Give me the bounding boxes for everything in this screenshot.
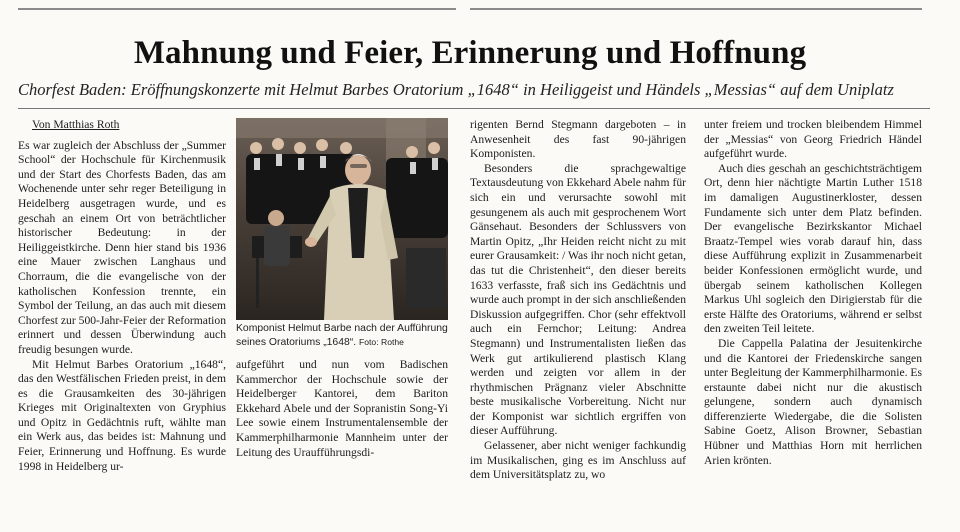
paragraph: Es war zugleich der Abschluss der „Summer School“ der Hochschule für Kirchenmusik und der Start des Chorfests Baden, das am Wochenende unter sehr reger Beteiligung in Heidelberg ausgetragen wurde, und es geschah an einem Ort von beträchtlicher historischer Bedeutung: in der Heiliggeistkirche. Denn hier stand bis 1936 eine Mauer zwischen Langhaus und Chorraum, die die evangelische von der katholischen Konfession trennte, ein Symbol der Teilung, an das auch mit diesem Chorfest zur 500-Jahr-Feier der Reformation erinnert und dessen Überwindung auch freudig besungen wurde. [18, 138, 226, 356]
paragraph: aufgeführt und nun vom Badischen Kammerchor der Hochschule sowie der Heidelberger Kantorei, dem Bariton Ekkehard Abele und der Sopranistin Song-Yi Lee sowie einem Instrumentalensemble der Kammerphilharmonie Mannheim unter der Leitung des Uraufführungsdi- [236, 358, 448, 459]
top-rule-left [18, 8, 456, 10]
paragraph: rigenten Bernd Stegmann dargeboten – in Anwesenheit des fast 90-jährigen Komponisten. [470, 118, 686, 161]
photo-credit: Foto: Rothe [359, 336, 404, 347]
paragraph: Die Cappella Palatina der Jesuitenkirche und die Kantorei der Friedenskirche sangen unter Begleitung der Kammerphilharmonie. Es erstaunte dabei nicht nur die akustisch gelungene, sondern auch dynamisch differenzierte Wiedergabe, die die Solisten Sabine Goetz, Alison Browner, Sebastian Hübner und Matthias Horn mit herrlichen Arien krönten. [704, 336, 922, 467]
article-photo [236, 118, 448, 320]
paragraph: Besonders die sprachgewaltige Textausdeutung von Ekkehard Abele nahm für sich ein und verursachte sowohl mit gesungenem als auch mit gesprochenem Wort Gänsehaut. Besonders der Schlussvers von Martin Opitz, „Ihr Heiden reicht nicht zu mit eurer Grausamkeit: / Was ihr noch nicht getan, das tut die Christenheit“, den dieser bereits 1633 verfasste, fraß sich ins Gedächtnis und wurde auch prompt in der sich anschließenden Diskussion aufgegriffen. Chor (sehr effektvoll auch ein Fernchor; Leitung: Andrea Stegmann) und Instrumentalisten ließen das Werk gut artikulierend plastisch Klang werden und zeigten vor allem in der rhythmischen Prägnanz vieler Abschnitte beste musikalische Vorbereitung. Nicht nur der Komponist war sichtlich ergriffen von dieser Aufführung. [470, 161, 686, 438]
article-column-2 [236, 358, 448, 460]
article-column-1 [18, 118, 226, 474]
subheadline: Chorfest Baden: Eröffnungskonzerte mit Helmut Barbes Oratorium „1648“ in Heiliggeist und Händels „Messias“ auf dem Uniplatz [18, 80, 894, 99]
subheadline-rule [18, 108, 930, 109]
photo-composer-with-choir [236, 118, 448, 320]
headline: Mahnung und Feier, Erinnerung und Hoffnung [133, 35, 807, 71]
article-column-3 [470, 118, 686, 483]
photo-caption [236, 322, 450, 349]
caption-text: Komponist Helmut Barbe nach der Aufführung seines Oratoriums „1648“. [236, 323, 448, 348]
paragraph: Gelassener, aber nicht weniger fachkundig im Musikalischen, ging es im Anschluss auf dem Universitätsplatz zu, wo [470, 439, 686, 482]
top-rule-right [470, 8, 922, 10]
paragraph: Mit Helmut Barbes Oratorium „1648“, das den Westfälischen Frieden preist, in dem es die Grausamkeiten des 30-jährigen Krieges mit Originaltexten von Gryphius und Opitz in Gedächtnis ruft, wählte man ein Werk aus, das beides ist: Mahnung und Feier, Erinnerung und Hoffnung. Es wurde 1998 in Heidelberg ur- [18, 357, 226, 473]
byline: Von Matthias Roth [32, 118, 120, 131]
article-column-4 [704, 118, 922, 468]
paragraph: Auch dies geschah an geschichtsträchtigem Ort, denn hier nächtigte Martin Luther 1518 im damaligen Augustinerkloster, dessen Fundamente sich unter dem Platz befinden. Der evangelische Bezirkskantor Michael Braatz-Tempel wies vorab darauf hin, dass diese Aufführung explizit in Zusammenarbeit beider Konfessionen ermöglicht wurde, und übergab seinem katholischen Kollegen Markus Uhl sogleich den Dirigierstab für die erste Hälfte des Oratoriums, während er selbst den zweiten Teil leitete. [704, 161, 922, 336]
paragraph: unter freiem und trocken bleibendem Himmel der „Messias“ von Georg Friedrich Händel aufgeführt wurde. [704, 118, 922, 161]
